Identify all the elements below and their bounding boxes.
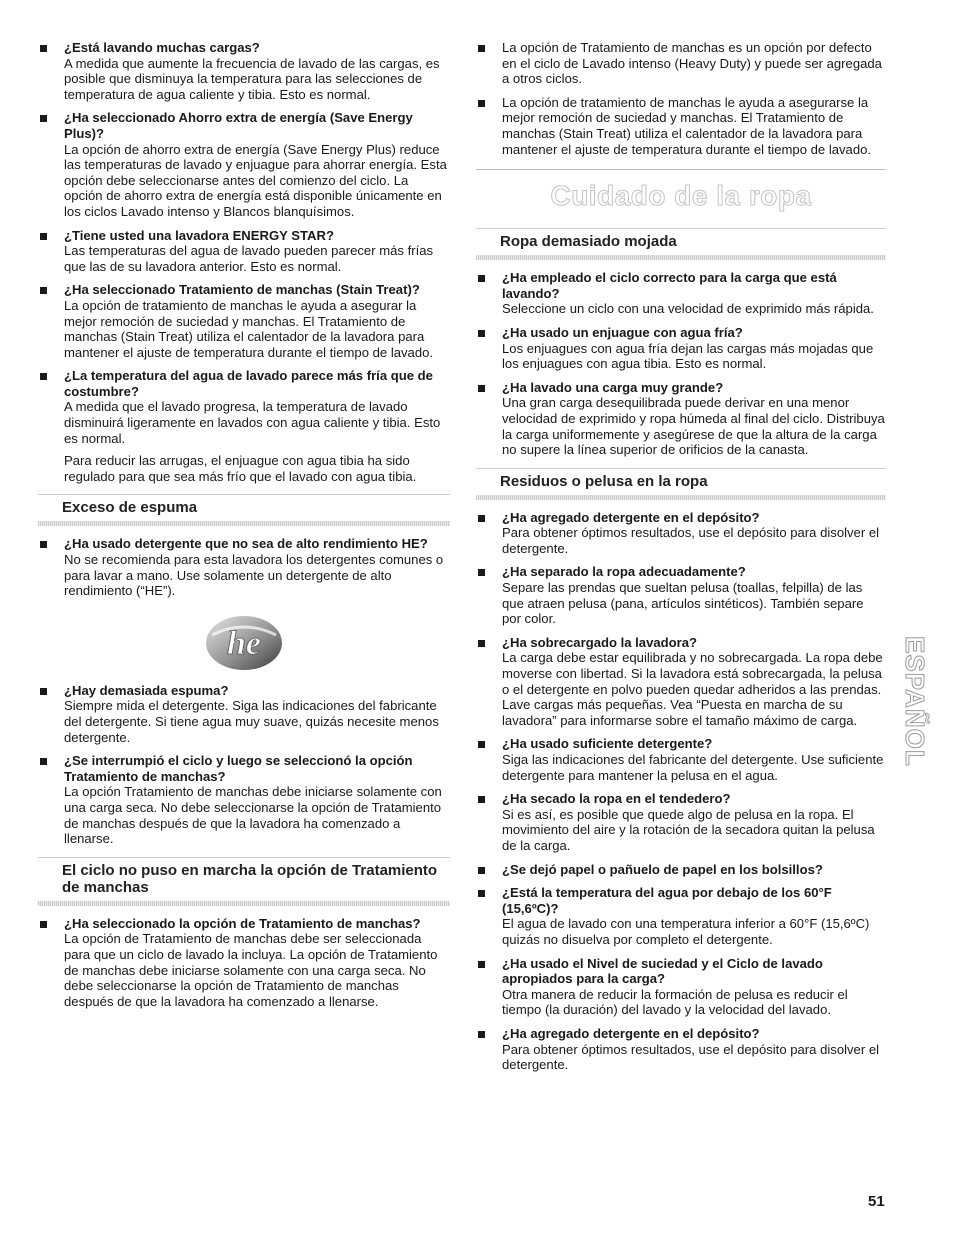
question-text: ¿Ha agregado detergente en el depósito?	[502, 1025, 760, 1041]
answer-text: Si es así, es posible que quede algo de pelusa en la ropa. El movimiento del aire y la rotación de la secadora quitan la pelusa de la carga.	[502, 806, 875, 853]
answer-text: La opción de Tratamiento de manchas es un opción por defecto en el ciclo de Lavado intenso (Heavy Duty) y puede ser agregada a otros ciclos.	[502, 40, 882, 87]
list-item	[476, 325, 886, 372]
right-group-2	[476, 270, 886, 458]
bullet-square-icon	[478, 569, 485, 576]
bullet-square-icon	[478, 100, 485, 107]
bullet-square-icon	[40, 758, 47, 765]
question-text: ¿Ha seleccionado la opción de Tratamiento de manchas?	[64, 915, 421, 931]
question-text: ¿Ha separado la ropa adecuadamente?	[502, 564, 746, 580]
list-item	[476, 635, 886, 729]
question-text: ¿Está lavando muchas cargas?	[64, 40, 260, 55]
answer-text: El agua de lavado con una temperatura inferior a 60°F (15,6ºC) quizás no disuelva por completo el detergente.	[502, 916, 870, 947]
bullet-square-icon	[478, 741, 485, 748]
list-item	[476, 40, 886, 87]
list-item	[476, 270, 886, 317]
bullet-square-icon	[478, 45, 485, 52]
list-item	[38, 282, 450, 360]
answer-text: A medida que aumente la frecuencia de lavado de las cargas, es posible que disminuya la temperatura para las selecciones de temperatura de agua caliente y tibia. Esto es normal.	[64, 55, 440, 102]
right-group-3	[476, 510, 886, 1073]
list-item	[38, 40, 450, 102]
he-logo-text: he	[227, 624, 261, 662]
list-item	[38, 536, 450, 598]
section-title-cuidado-ropa: Cuidado de la ropa	[476, 169, 886, 218]
question-text: ¿Ha usado detergente que no sea de alto rendimiento HE?	[64, 536, 428, 552]
side-tab-espanol	[900, 636, 930, 832]
list-item	[476, 862, 886, 878]
list-item	[476, 95, 886, 157]
section-heading-ropa-mojada: Ropa demasiado mojada	[476, 228, 886, 260]
left-group-1	[38, 40, 450, 484]
answer-text: Para obtener óptimos resultados, use el depósito para disolver el detergente.	[502, 1041, 880, 1073]
list-item	[476, 1026, 886, 1073]
answer-text: Seleccione un ciclo con una velocidad de exprimido más rápida.	[502, 301, 874, 317]
list-item	[38, 368, 450, 484]
answer-text: Las temperaturas del agua de lavado pueden parecer más frías que las de su lavadora anterior. Esto es normal.	[64, 243, 434, 274]
answer-text: Para obtener óptimos resultados, use el depósito para disolver el detergente.	[502, 525, 880, 556]
bullet-square-icon	[478, 385, 485, 392]
right-group-1	[476, 40, 886, 157]
question-text: ¿Ha empleado el ciclo correcto para la carga que está lavando?	[502, 270, 837, 301]
bullet-square-icon	[40, 921, 47, 928]
question-text: ¿La temperatura del agua de lavado parece más fría que de costumbre?	[64, 368, 433, 399]
question-text: ¿Se interrumpió el ciclo y luego se seleccionó la opción Tratamiento de manchas?	[64, 753, 413, 784]
question-text: ¿Ha usado el Nivel de suciedad y el Ciclo de lavado apropiados para la carga?	[502, 955, 823, 987]
right-column	[476, 40, 886, 1081]
bullet-square-icon	[40, 115, 47, 122]
question-text: ¿Ha agregado detergente en el depósito?	[502, 509, 760, 525]
left-group-2	[38, 536, 450, 598]
question-text: ¿Ha secado la ropa en el tendedero?	[502, 791, 731, 807]
list-item	[38, 753, 450, 847]
list-item	[38, 916, 450, 1010]
bullet-square-icon	[40, 541, 47, 548]
question-text: ¿Se dejó papel o pañuelo de papel en los bolsillos?	[502, 861, 823, 877]
answer-text: Siempre mida el detergente. Siga las indicaciones del fabricante del detergente. Si tiene agua muy suave, quizás necesite menos detergente.	[64, 698, 439, 745]
bullet-square-icon	[478, 890, 485, 897]
question-text: ¿Tiene usted una lavadora ENERGY STAR?	[64, 227, 334, 243]
list-item	[476, 564, 886, 626]
page-number: 51	[868, 1193, 885, 1210]
answer-text: La carga debe estar equilibrada y no sobrecargada. La ropa debe moverse con libertad. Si la lavadora está sobrecargada, la pelusa o el detergente en polvo pueden quedar adheridos a las prendas. Lave cargas más pequeñas. Vea “Puesta en marcha de su lavadora” para informarse sobre el tamaño máximo de carga.	[502, 650, 883, 728]
list-item	[38, 228, 450, 275]
bullet-square-icon	[478, 1031, 485, 1038]
list-item	[38, 683, 450, 745]
bullet-square-icon	[478, 275, 485, 282]
list-item	[476, 380, 886, 458]
answer-text: La opción de tratamiento de manchas le ayuda a asegurar la mejor remoción de suciedad y manchas. El Tratamiento de manchas (Stain Treat) utiliza el calentador de la lavadora para mantener el ajuste de temperatura durante el tiempo de lavado.	[64, 297, 434, 360]
list-item	[476, 956, 886, 1018]
bullet-square-icon	[478, 640, 485, 647]
section-heading-residuos-pelusa: Residuos o pelusa en la ropa	[476, 468, 886, 500]
left-column	[38, 40, 450, 1017]
list-item	[476, 791, 886, 853]
list-item	[476, 510, 886, 557]
answer-text: Siga las indicaciones del fabricante del detergente. Use suficiente detergente para mantener la pelusa en el agua.	[502, 752, 884, 783]
left-group-4	[38, 916, 450, 1010]
bullet-square-icon	[478, 796, 485, 803]
question-text: ¿Ha seleccionado Tratamiento de manchas (Stain Treat)?	[64, 282, 420, 298]
bullet-square-icon	[478, 515, 485, 522]
answer-extra-text: Para reducir las arrugas, el enjuague con agua tibia ha sido regulado para que sea más frío que el lavado con agua tibia.	[64, 453, 417, 484]
answer-text: No se recomienda para esta lavadora los detergentes comunes o para lavar a mano. Use solamente un detergente de alto rendimiento (“HE”).	[64, 552, 444, 599]
answer-text: La opción de Tratamiento de manchas debe ser seleccionada para que un ciclo de lavado la incluya. La opción de Tratamiento de manchas debe iniciarse solamente con una carga seca. No debe seleccionarse la opción de Tratamiento de manchas después de que la lavadora ha comenzado a llenarse.	[64, 931, 438, 1009]
answer-text: La opción Tratamiento de manchas debe iniciarse solamente con una carga seca. No debe seleccionarse la opción de Tratamiento de manchas después de que la lavadora ha comenzado a llenarse.	[64, 784, 442, 847]
he-logo	[204, 613, 284, 673]
side-tab-text: ESPAÑOL	[900, 636, 930, 767]
bullet-square-icon	[478, 961, 485, 968]
answer-text: La opción de tratamiento de manchas le ayuda a asegurarse la mejor remoción de suciedad y manchas. El Tratamiento de manchas (Stain Treat) utiliza el calentador de la lavadora para mantener el ajuste de temperatura durante el tiempo de lavado.	[502, 94, 872, 157]
bullet-square-icon	[40, 287, 47, 294]
question-text: ¿Ha usado un enjuague con agua fría?	[502, 324, 743, 340]
bullet-square-icon	[478, 330, 485, 337]
answer-text: La opción de ahorro extra de energía (Save Energy Plus) reduce las temperaturas de lavado y enjuague para ahorrar energía. Esta opción debe seleccionarse antes del comienzo del ciclo. La opción de ahorro extra de energía está disponible únicamente en los ciclos Lavado intenso y Blancos blanquísimos.	[64, 141, 447, 219]
answer-text: Una gran carga desequilibrada puede derivar en una menor velocidad de exprimido y ropa húmeda al final del ciclo. Distribuya la carga uniformemente y asegúrese de que la altura de la carga no supere la línea superior de orificios de la canasta.	[502, 395, 885, 458]
bullet-square-icon	[40, 373, 47, 380]
question-text: ¿Ha usado suficiente detergente?	[502, 736, 713, 752]
section-heading-exceso-espuma: Exceso de espuma	[38, 494, 450, 526]
bullet-square-icon	[40, 45, 47, 52]
list-item	[476, 885, 886, 947]
question-text: ¿Ha sobrecargado la lavadora?	[502, 634, 698, 650]
bullet-square-icon	[40, 688, 47, 695]
answer-text: Separe las prendas que sueltan pelusa (toallas, felpilla) de las que atraen pelusa (pana, artículos sintéticos). También separe por color.	[502, 580, 864, 627]
list-item	[38, 110, 450, 219]
list-item	[476, 736, 886, 783]
question-text: ¿Ha lavado una carga muy grande?	[502, 379, 724, 395]
answer-text: A medida que el lavado progresa, la temperatura de lavado disminuirá ligeramente en lavados con agua caliente y tibia. Esto es normal.	[64, 399, 441, 446]
question-text: ¿Ha seleccionado Ahorro extra de energía (Save Energy Plus)?	[64, 110, 413, 141]
question-text: ¿Hay demasiada espuma?	[64, 682, 229, 698]
left-group-3	[38, 683, 450, 847]
answer-text: Otra manera de reducir la formación de pelusa es reducir el tiempo (la duración) del lavado y la velocidad del lavado.	[502, 986, 848, 1018]
question-text: ¿Está la temperatura del agua por debajo de los 60°F (15,6ºC)?	[502, 885, 832, 916]
section-heading-ciclo-no-puso: El ciclo no puso en marcha la opción de Tratamiento de manchas	[38, 857, 450, 906]
answer-text: Los enjuagues con agua fría dejan las cargas más mojadas que los enjuagues con agua tibia. Esto es normal.	[502, 340, 874, 372]
bullet-square-icon	[40, 233, 47, 240]
bullet-square-icon	[478, 867, 485, 874]
